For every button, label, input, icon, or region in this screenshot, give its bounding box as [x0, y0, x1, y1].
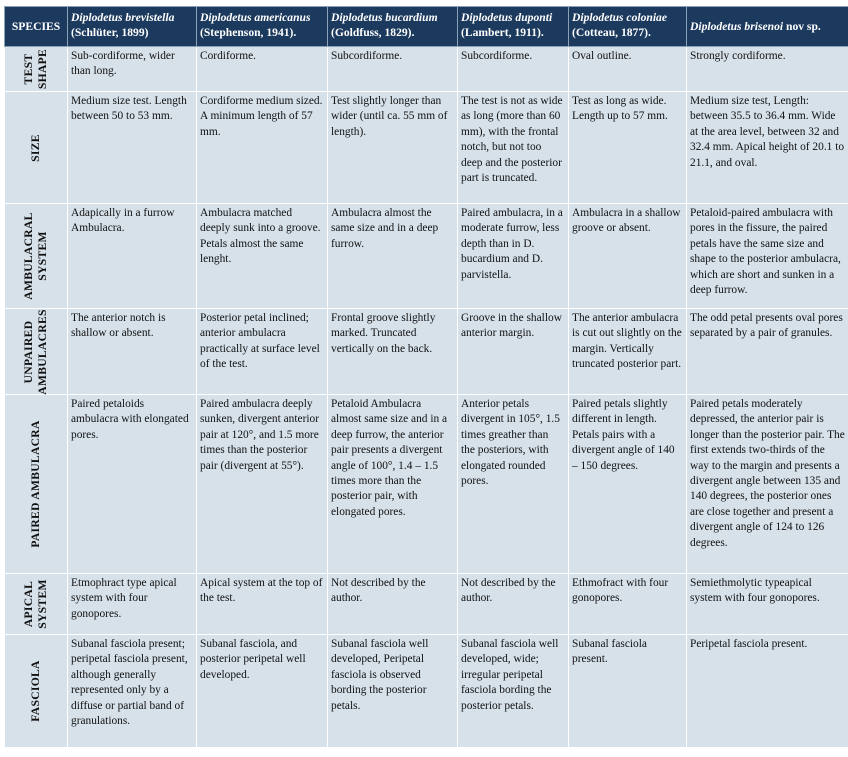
- table-cell: Etmophract type apical system with four gonopores.: [68, 574, 197, 635]
- table-cell: Subanal fasciola, and posterior peripetal well developed.: [197, 635, 328, 748]
- row-label-line: APICAL: [22, 580, 35, 628]
- species-authority: (Goldfuss, 1829).: [331, 26, 415, 39]
- species-name: Diplodetus bucardium: [331, 11, 438, 24]
- species-authority: (Cotteau, 1877).: [572, 26, 651, 39]
- table-cell: Groove in the shallow anterior margin.: [458, 309, 569, 395]
- table-cell: Paired ambulacra, in a moderate furrow, less depth than in D. bucardium and D. parvistella.: [458, 204, 569, 309]
- row-label-line: UNPAIRED: [22, 320, 35, 383]
- table-cell: Frontal groove slightly marked. Truncated vertically on the back.: [328, 309, 458, 395]
- table-cell: Ambulacra in a shallow groove or absent.: [569, 204, 687, 309]
- row-label-line: FASCIOLA: [29, 660, 42, 722]
- table-cell: Cordiforme medium sized. A minimum length of 57 mm.: [197, 92, 328, 204]
- species-header: SPECIES: [5, 7, 68, 47]
- table-cell: Petaloid-paired ambulacra with pores in the fissure, the paired petals have the same size and shape to the posterior ambulacra, which are short and sunken in a deep furrow.: [687, 204, 848, 309]
- table-cell: Posterior petal inclined; anterior ambulacra practically at surface level of the test.: [197, 309, 328, 395]
- species-comparison-table: [4, 6, 848, 748]
- table-cell: Ambulacra matched deeply sunk into a groove. Petals almost the same lenght.: [197, 204, 328, 309]
- table-cell: Petaloid Ambulacra almost same size and in a deep furrow, the anterior pair presents a divergent angle of 100°, 1.4 – 1.5 times more than the posterior pair, with elongated pores.: [328, 395, 458, 574]
- row-label: [5, 574, 68, 635]
- table-cell: Peripetal fasciola present.: [687, 635, 848, 748]
- row-label-line: AMBULACRES: [36, 308, 49, 395]
- header-row: [5, 7, 848, 47]
- table-cell: Subanal fasciola present; peripetal fasciola present, although generally represented only by a diffuse or partial band of granulations.: [68, 635, 197, 748]
- row-label-line: SHAPE: [36, 48, 49, 90]
- row-label: [5, 395, 68, 574]
- table-cell: Subcordiforme.: [458, 47, 569, 92]
- column-header: [687, 7, 848, 47]
- table-cell: Cordiforme.: [197, 47, 328, 92]
- table-cell: Not described by the author.: [458, 574, 569, 635]
- table-cell: Not described by the author.: [328, 574, 458, 635]
- row-label-line: SIZE: [29, 133, 42, 162]
- table-cell: Semiethmolytic typeapical system with four gonopores.: [687, 574, 848, 635]
- row-label-line: PAIRED AMBULACRA: [29, 420, 42, 548]
- species-authority: (Stephenson, 1941).: [200, 26, 297, 39]
- species-authority: (Lambert, 1911).: [461, 26, 544, 39]
- column-header: [328, 7, 458, 47]
- table-row: [5, 635, 848, 748]
- species-name: Diplodetus duponti: [461, 11, 553, 24]
- column-header: [197, 7, 328, 47]
- table-cell: The test is not as wide as long (more than 60 mm), with the frontal notch, but not too deep and the posterior part is truncated.: [458, 92, 569, 204]
- table-cell: Paired petals slightly different in length. Petals pairs with a divergent angle of 140 – 150 degrees.: [569, 395, 687, 574]
- table-row: [5, 574, 848, 635]
- table-cell: Ethmofract with four gonopores.: [569, 574, 687, 635]
- column-header: [458, 7, 569, 47]
- row-label: [5, 47, 68, 92]
- table-cell: Paired ambulacra deeply sunken, divergent anterior pair at 120°, and 1.5 more times than the posterior pair (divergent at 55°).: [197, 395, 328, 574]
- table-row: [5, 204, 848, 309]
- row-label: [5, 309, 68, 395]
- table-cell: Test as long as wide. Length up to 57 mm.: [569, 92, 687, 204]
- table-cell: Sub-cordiforme, wider than long.: [68, 47, 197, 92]
- row-label: [5, 204, 68, 309]
- table-cell: The anterior notch is shallow or absent.: [68, 309, 197, 395]
- table-cell: Medium size test, Length: between 35.5 to 36.4 mm. Wide at the area level, between 32 and 32.4 mm. Apical height of 20.1 to 21.1, and oval.: [687, 92, 848, 204]
- table-cell: Subanal fasciola present.: [569, 635, 687, 748]
- table-cell: Paired petals moderately depressed, the anterior pair is longer than the posterior pair. The first extends two-thirds of the way to the margin and presents a divergent angle between 135 and 140 degrees, the posterior ones are close together and present a divergent angle of 124 to 126 degrees.: [687, 395, 848, 574]
- table-cell: Subanal fasciola well developed, wide; irregular peripetal fasciola bording the posterior petals.: [458, 635, 569, 748]
- species-name: Diplodetus coloniae: [572, 11, 668, 24]
- table-cell: Anterior petals divergent in 105°, 1.5 times greather than the posteriors, with elongated rounded pores.: [458, 395, 569, 574]
- table-cell: Oval outline.: [569, 47, 687, 92]
- table-row: [5, 92, 848, 204]
- table-cell: The anterior ambulacra is cut out slightly on the margin. Vertically truncated posterior part.: [569, 309, 687, 395]
- row-label: [5, 635, 68, 748]
- row-label-line: SYSTEM: [36, 579, 49, 629]
- table-cell: Subcordiforme.: [328, 47, 458, 92]
- table-cell: Adapically in a furrow Ambulacra.: [68, 204, 197, 309]
- species-name: Diplodetus brisenoi: [690, 20, 784, 33]
- row-label-line: SYSTEM: [36, 231, 49, 281]
- table-cell: Apical system at the top of the test.: [197, 574, 328, 635]
- table-cell: Subanal fasciola well developed, Peripetal fasciola is observed bording the posterior petals.: [328, 635, 458, 748]
- table-cell: Strongly cordiforme.: [687, 47, 848, 92]
- table-row: [5, 47, 848, 92]
- column-header: [569, 7, 687, 47]
- column-header: [68, 7, 197, 47]
- table-cell: Paired petaloids ambulacra with elongated pores.: [68, 395, 197, 574]
- table-cell: Ambulacra almost the same size and in a deep furrow.: [328, 204, 458, 309]
- table-cell: Medium size test. Length between 50 to 53 mm.: [68, 92, 197, 204]
- row-label-line: AMBULACRAL: [22, 212, 35, 300]
- table-cell: Test slightly longer than wider (until ca. 55 mm of length).: [328, 92, 458, 204]
- species-suffix: nov sp.: [783, 20, 821, 33]
- row-label-line: TEST: [22, 53, 35, 85]
- table-cell: The odd petal presents oval pores separated by a pair of granules.: [687, 309, 848, 395]
- species-authority: (Schlüter, 1899): [71, 26, 149, 39]
- species-name: Diplodetus americanus: [200, 11, 311, 24]
- species-name: Diplodetus brevistella: [71, 11, 175, 24]
- table-row: [5, 309, 848, 395]
- table-row: [5, 395, 848, 574]
- row-label: [5, 92, 68, 204]
